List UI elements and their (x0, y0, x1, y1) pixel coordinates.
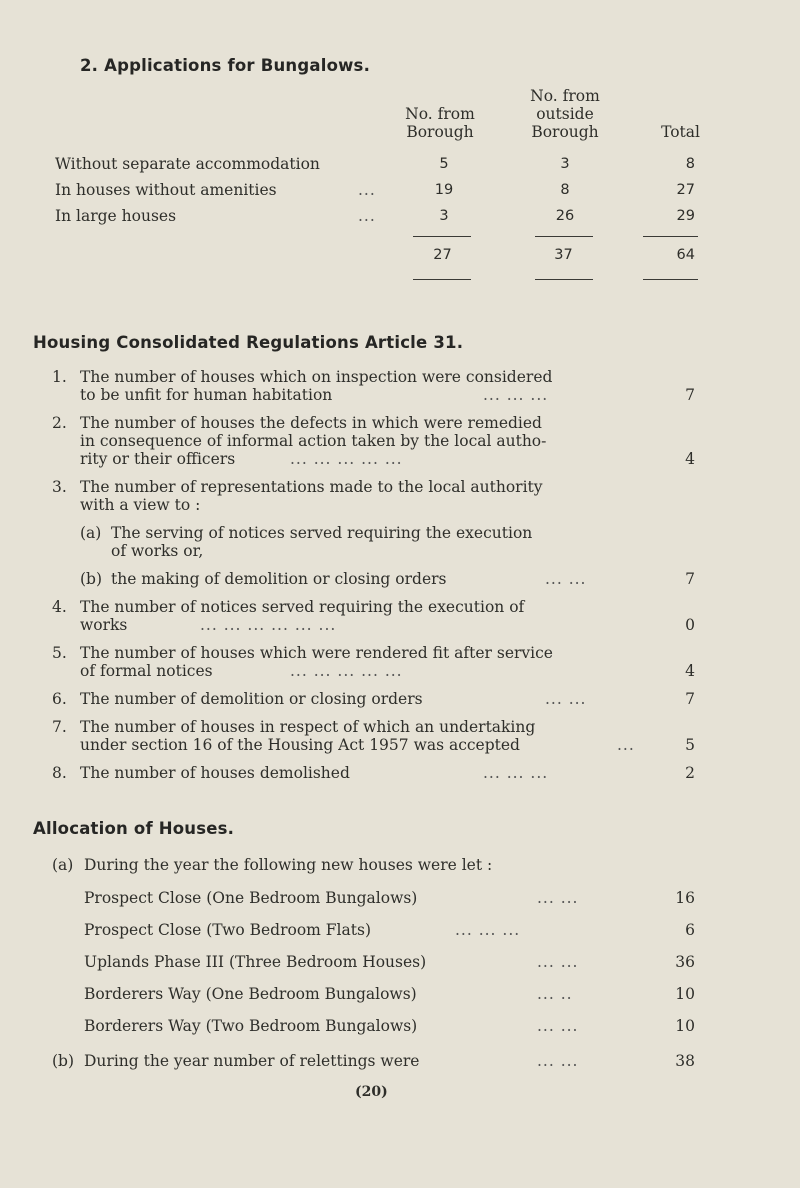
rule-total-bottom (643, 279, 698, 280)
let-value: 10 (675, 985, 695, 1003)
allocation-a-text: During the year the following new houses were let : (84, 856, 493, 874)
item-text-line: The number of houses demolished (80, 764, 350, 782)
let-value: 16 (675, 889, 695, 907)
bungalow-row-borough: 3 (439, 208, 449, 224)
item-text-line: The number of notices served requiring the execution of (80, 598, 525, 616)
item-number: 1. (52, 368, 67, 386)
allocation-b-text: During the year number of relettings were (84, 1052, 420, 1070)
bungalow-row-label: In houses without amenities (55, 181, 277, 199)
item-text-line: in consequence of informal action taken by the local autho- (80, 432, 547, 450)
item-text-line: The number of representations made to the local authority (80, 478, 543, 496)
bungalow-row-total: 29 (676, 208, 695, 224)
allocation-b-label: (b) (52, 1052, 75, 1070)
item-number: 8. (52, 764, 67, 782)
item-number: 2. (52, 414, 67, 432)
item-leader: ... ... (545, 690, 587, 708)
rule-outside-bottom (535, 279, 593, 280)
item-leader: ... ... ... (483, 764, 549, 782)
item-leader: ... (617, 736, 635, 754)
bungalow-row-total: 27 (676, 182, 695, 198)
item-text-line: under section 16 of the Housing Act 1957 was accepted (80, 736, 520, 754)
let-label: Uplands Phase III (Three Bedroom Houses) (84, 953, 427, 971)
let-label: Borderers Way (One Bedroom Bungalows) (84, 985, 417, 1003)
bungalow-row-leader: ... (358, 207, 376, 225)
let-label: Prospect Close (Two Bedroom Flats) (84, 921, 371, 939)
item-value: 2 (685, 764, 695, 782)
item-number: 7. (52, 718, 67, 736)
item-value: 4 (685, 450, 695, 468)
col-outside-line3: Borough (531, 123, 599, 141)
bungalow-row-borough: 5 (439, 156, 449, 172)
bungalow-total-borough: 27 (433, 247, 452, 263)
col-outside-line1: No. from (530, 87, 600, 105)
rule-borough-bottom (413, 279, 471, 280)
item-value: 5 (685, 736, 695, 754)
item-leader: ... ... ... ... ... (290, 450, 403, 468)
bungalow-total-outside: 37 (554, 247, 573, 263)
item-text-line: of works or, (111, 542, 204, 560)
page-number: (20) (355, 1084, 388, 1100)
item-text-line: with a view to : (80, 496, 201, 514)
item-number: 4. (52, 598, 67, 616)
item-number: (a) (80, 524, 102, 542)
col-outside-line2: outside (536, 105, 594, 123)
bungalow-row-total: 8 (685, 156, 695, 172)
item-leader: ... ... ... ... ... (290, 662, 403, 680)
let-label: Borderers Way (Two Bedroom Bungalows) (84, 1017, 418, 1035)
allocation-b-value: 38 (675, 1052, 695, 1070)
bungalow-row-label: In large houses (55, 207, 177, 225)
item-value: 7 (685, 386, 695, 404)
let-value: 6 (685, 921, 695, 939)
item-text-line: rity or their officers (80, 450, 236, 468)
item-text-line: to be unfit for human habitation (80, 386, 333, 404)
col-total: Total (661, 123, 700, 141)
item-leader: ... ... (545, 570, 587, 588)
housing-heading: Housing Consolidated Regulations Article 31. (33, 333, 464, 352)
item-value: 0 (685, 616, 695, 634)
rule-total-top (643, 236, 698, 237)
rule-borough-top (413, 236, 471, 237)
col-borough-line2: Borough (406, 123, 474, 141)
item-value: 7 (685, 690, 695, 708)
bungalow-row-label: Without separate accommodation (55, 155, 320, 173)
let-label: Prospect Close (One Bedroom Bungalows) (84, 889, 418, 907)
let-leader: ... ... ... (455, 921, 521, 939)
bungalow-total-total: 64 (676, 247, 695, 263)
item-text-line: The number of houses which on inspection were considered (80, 368, 553, 386)
let-value: 10 (675, 1017, 695, 1035)
item-text-line: The number of houses in respect of which an undertaking (80, 718, 536, 736)
item-text-line: The number of houses which were rendered fit after service (80, 644, 553, 662)
bungalow-row-outside: 3 (560, 156, 570, 172)
item-text-line: The serving of notices served requiring the execution (111, 524, 533, 542)
bungalow-row-leader: ... (358, 181, 376, 199)
item-number: 3. (52, 478, 67, 496)
let-leader: ... ... (537, 889, 579, 907)
allocation-a-label: (a) (52, 856, 74, 874)
item-number: 6. (52, 690, 67, 708)
bungalows-heading: 2. Applications for Bungalows. (80, 56, 371, 75)
item-value: 7 (685, 570, 695, 588)
item-text-line: The number of houses the defects in which were remedied (80, 414, 542, 432)
rule-outside-top (535, 236, 593, 237)
col-borough-line1: No. from (405, 105, 475, 123)
item-number: 5. (52, 644, 67, 662)
allocation-b-leader: ... ... (537, 1052, 579, 1070)
bungalow-row-borough: 19 (434, 182, 454, 198)
let-leader: ... ... (537, 953, 579, 971)
item-leader: ... ... ... (483, 386, 549, 404)
item-text-line: works (80, 616, 128, 634)
item-value: 4 (685, 662, 695, 680)
item-text-line: The number of demolition or closing orders (80, 690, 423, 708)
item-number: (b) (80, 570, 103, 588)
item-leader: ... ... ... ... ... ... (200, 616, 337, 634)
allocation-heading: Allocation of Houses. (33, 819, 235, 838)
item-text-line: the making of demolition or closing orders (111, 570, 447, 588)
bungalow-row-outside: 26 (555, 208, 575, 224)
let-leader: ... .. (537, 985, 573, 1003)
let-value: 36 (675, 953, 695, 971)
let-leader: ... ... (537, 1017, 579, 1035)
item-text-line: of formal notices (80, 662, 213, 680)
bungalow-row-outside: 8 (560, 182, 570, 198)
